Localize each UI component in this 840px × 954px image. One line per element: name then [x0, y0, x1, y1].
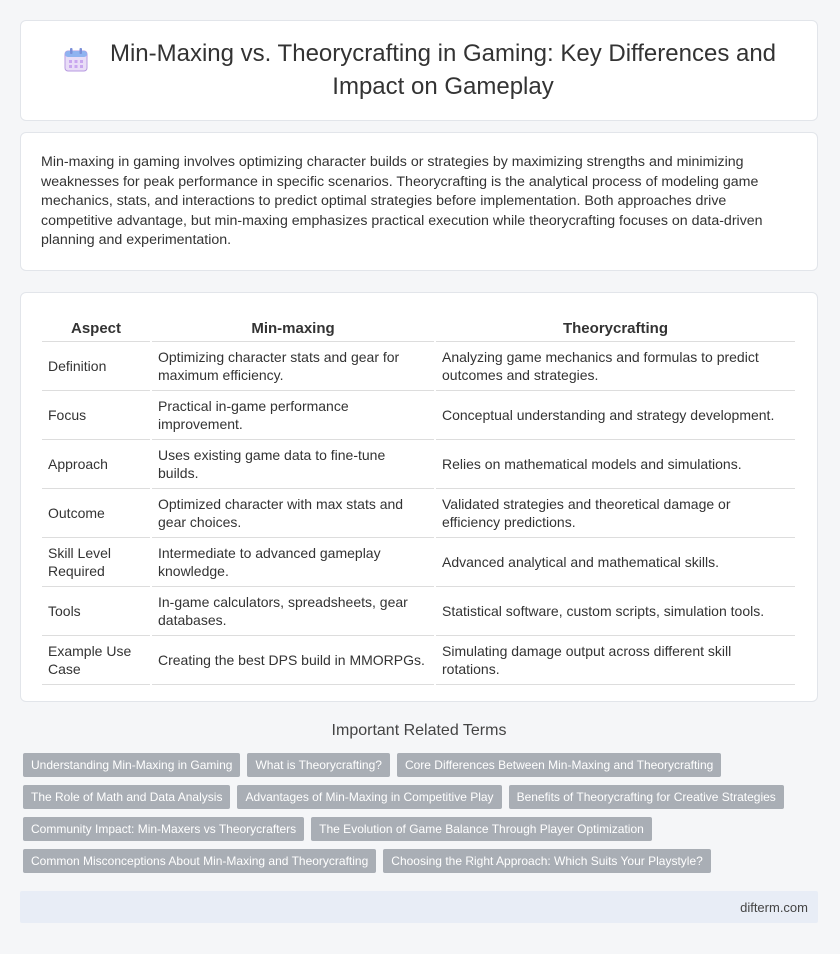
- aspect-cell: Approach: [42, 440, 150, 489]
- header-card: [20, 20, 818, 121]
- footer-site-link[interactable]: difterm.com: [740, 899, 808, 915]
- page-title: Min-Maxing vs. Theorycrafting in Gaming: Key Differences and Impact on Gameplay: [109, 40, 777, 100]
- related-term-tag[interactable]: What is Theorycrafting?: [247, 753, 390, 777]
- related-terms-list: [20, 753, 818, 873]
- aspect-cell: Focus: [42, 391, 150, 440]
- comparison-card: [20, 292, 818, 702]
- table-row: [42, 636, 795, 685]
- column-header-min-maxing: Min-maxing: [152, 313, 434, 342]
- table-header-row: [42, 313, 795, 342]
- footer: [20, 891, 818, 923]
- column-header-theorycrafting: Theorycrafting: [436, 313, 795, 342]
- table-row: [42, 538, 795, 587]
- related-terms-section: [20, 722, 818, 873]
- related-term-tag[interactable]: The Role of Math and Data Analysis: [23, 785, 230, 809]
- related-term-tag[interactable]: Benefits of Theorycrafting for Creative Strategies: [509, 785, 784, 809]
- intro-paragraph: Min-maxing in gaming involves optimizing character builds or strategies by maximizing strengths and minimizing weaknesses for peak performance in specific scenarios. Theorycrafting is the analytical process of modeling game mechanics, stats, and interactions to predict optimal strategies before implementation. Both approaches drive competitive advantage, but min-maxing emphasizes practical execution while theorycrafting focuses on data-driven planning and experimentation.: [41, 154, 763, 248]
- related-term-tag[interactable]: The Evolution of Game Balance Through Player Optimization: [311, 817, 652, 841]
- min-maxing-cell: In-game calculators, spreadsheets, gear databases.: [152, 587, 434, 636]
- min-maxing-cell: Uses existing game data to fine-tune builds.: [152, 440, 434, 489]
- table-row: [42, 342, 795, 391]
- table-row: [42, 489, 795, 538]
- aspect-cell: Definition: [42, 342, 150, 391]
- related-term-tag[interactable]: Choosing the Right Approach: Which Suits Your Playstyle?: [383, 849, 711, 873]
- related-term-tag[interactable]: Core Differences Between Min-Maxing and Theorycrafting: [397, 753, 721, 777]
- aspect-cell: Skill Level Required: [42, 538, 150, 587]
- related-term-tag[interactable]: Advantages of Min-Maxing in Competitive Play: [237, 785, 501, 809]
- related-term-tag[interactable]: Common Misconceptions About Min-Maxing and Theorycrafting: [23, 849, 376, 873]
- min-maxing-cell: Creating the best DPS build in MMORPGs.: [152, 636, 434, 685]
- calendar-icon: [61, 45, 91, 75]
- table-row: [42, 587, 795, 636]
- theorycrafting-cell: Conceptual understanding and strategy development.: [436, 391, 795, 440]
- aspect-cell: Tools: [42, 587, 150, 636]
- intro-card: [20, 132, 818, 271]
- theorycrafting-cell: Simulating damage output across different skill rotations.: [436, 636, 795, 685]
- theorycrafting-cell: Relies on mathematical models and simulations.: [436, 440, 795, 489]
- related-term-tag[interactable]: Understanding Min-Maxing in Gaming: [23, 753, 240, 777]
- min-maxing-cell: Optimizing character stats and gear for maximum efficiency.: [152, 342, 434, 391]
- min-maxing-cell: Practical in-game performance improvement.: [152, 391, 434, 440]
- theorycrafting-cell: Validated strategies and theoretical damage or efficiency predictions.: [436, 489, 795, 538]
- min-maxing-cell: Intermediate to advanced gameplay knowledge.: [152, 538, 434, 587]
- min-maxing-cell: Optimized character with max stats and gear choices.: [152, 489, 434, 538]
- theorycrafting-cell: Advanced analytical and mathematical skills.: [436, 538, 795, 587]
- table-row: [42, 391, 795, 440]
- comparison-table: [40, 313, 797, 685]
- aspect-cell: Example Use Case: [42, 636, 150, 685]
- theorycrafting-cell: Statistical software, custom scripts, simulation tools.: [436, 587, 795, 636]
- column-header-aspect: Aspect: [42, 313, 150, 342]
- theorycrafting-cell: Analyzing game mechanics and formulas to predict outcomes and strategies.: [436, 342, 795, 391]
- related-term-tag[interactable]: Community Impact: Min-Maxers vs Theorycrafters: [23, 817, 304, 841]
- table-row: [42, 440, 795, 489]
- aspect-cell: Outcome: [42, 489, 150, 538]
- related-terms-title: Important Related Terms: [331, 722, 507, 739]
